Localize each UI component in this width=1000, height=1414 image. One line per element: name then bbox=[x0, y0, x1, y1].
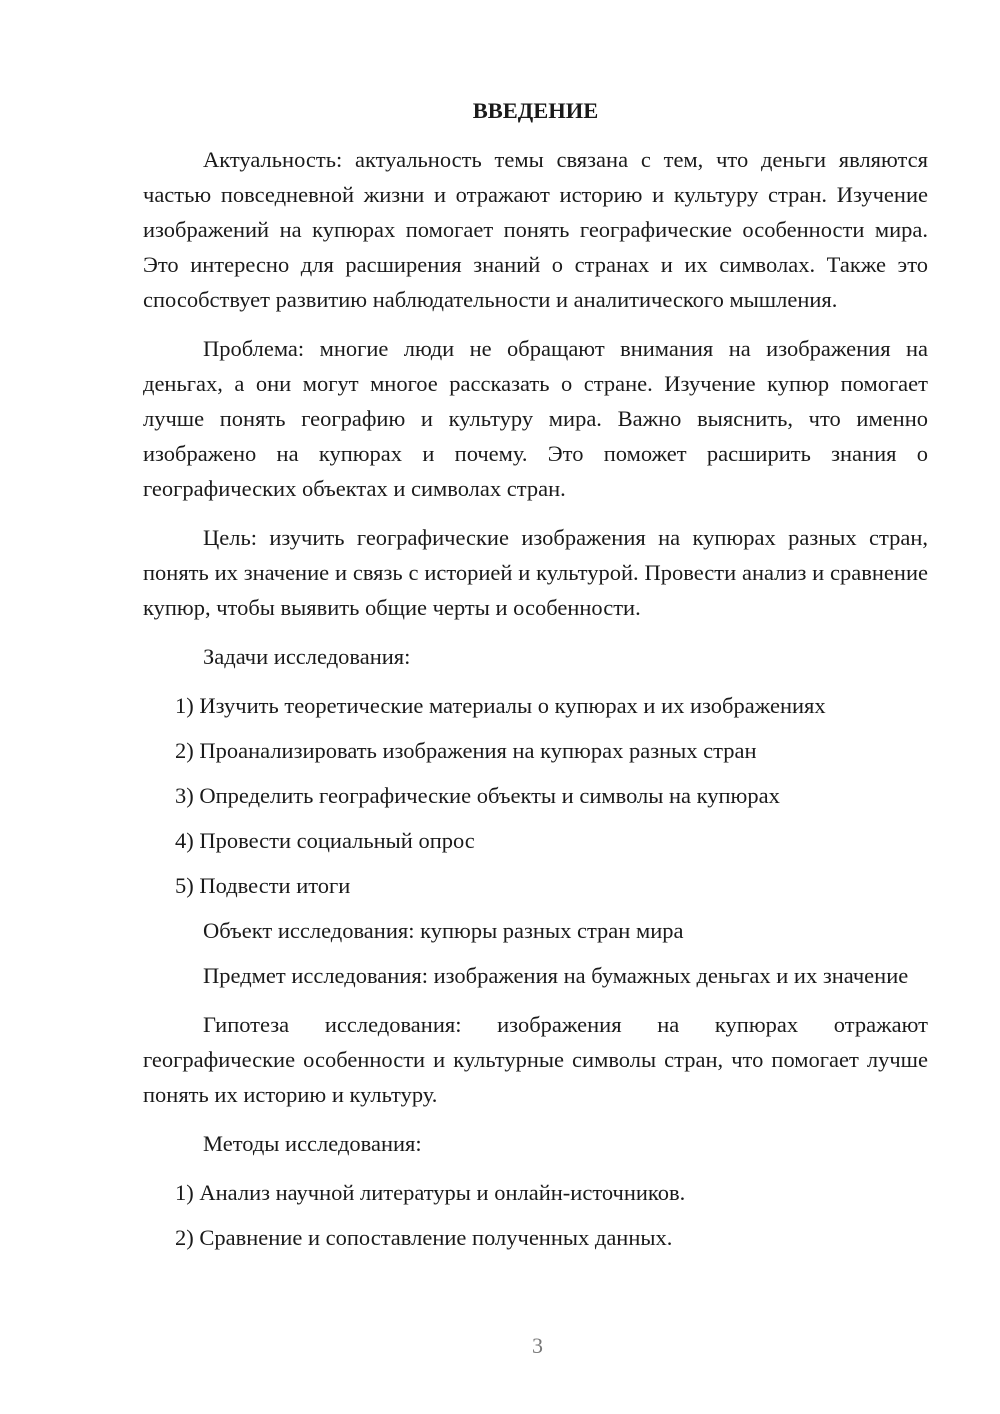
list-item: 1) Анализ научной литературы и онлайн-источников. bbox=[175, 1180, 686, 1205]
methods-list bbox=[143, 1175, 928, 1255]
list-item: 2) Проанализировать изображения на купюрах разных стран bbox=[175, 738, 757, 763]
object-line: Объект исследования: купюры разных стран мира bbox=[203, 918, 684, 943]
methods-heading: Методы исследования: bbox=[203, 1131, 422, 1156]
tasks-heading: Задачи исследования: bbox=[203, 644, 411, 669]
section-title: ВВЕДЕНИЕ bbox=[472, 98, 599, 123]
list-item: 1) Изучить теоретические материалы о купюрах и их изображениях bbox=[175, 693, 826, 718]
list-item: 2) Сравнение и сопоставление полученных данных. bbox=[175, 1225, 673, 1250]
tasks-list bbox=[143, 688, 928, 903]
document-page bbox=[143, 96, 928, 1265]
relevance-paragraph: Актуальность: актуальность темы связана с тем, что деньги являются частью повседневной жизни и отражают историю и культуру стран. Изучение изображений на купюрах помогает понять географические особенности мира. Это интересно для расширения знаний о странах и их символах. Также это способствует развитию наблюдательности и аналитического мышления. bbox=[143, 147, 928, 312]
list-item: 5) Подвести итоги bbox=[175, 873, 351, 898]
subject-paragraph: Предмет исследования: изображения на бумажных деньгах и их значение bbox=[203, 963, 909, 988]
page-number: 3 bbox=[532, 1333, 543, 1358]
problem-paragraph: Проблема: многие люди не обращают внимания на изображения на деньгах, а они могут многое рассказать о стране. Изучение купюр помогает лучше понять географию и культуру мира. Важно выяснить, что именно изображено на купюрах и почему. Это поможет расширить знания о географических объектах и символах стран. bbox=[143, 336, 928, 501]
list-item: 3) Определить географические объекты и символы на купюрах bbox=[175, 783, 780, 808]
goal-paragraph: Цель: изучить географические изображения на купюрах разных стран, понять их значение и связь с историей и культурой. Провести анализ и сравнение купюр, чтобы выявить общие черты и особенности. bbox=[143, 525, 928, 620]
hypothesis-paragraph: Гипотеза исследования: изображения на купюрах отражают географические особенности и культурные символы стран, что помогает лучше понять их историю и культуру. bbox=[143, 1012, 928, 1107]
list-item: 4) Провести социальный опрос bbox=[175, 828, 475, 853]
